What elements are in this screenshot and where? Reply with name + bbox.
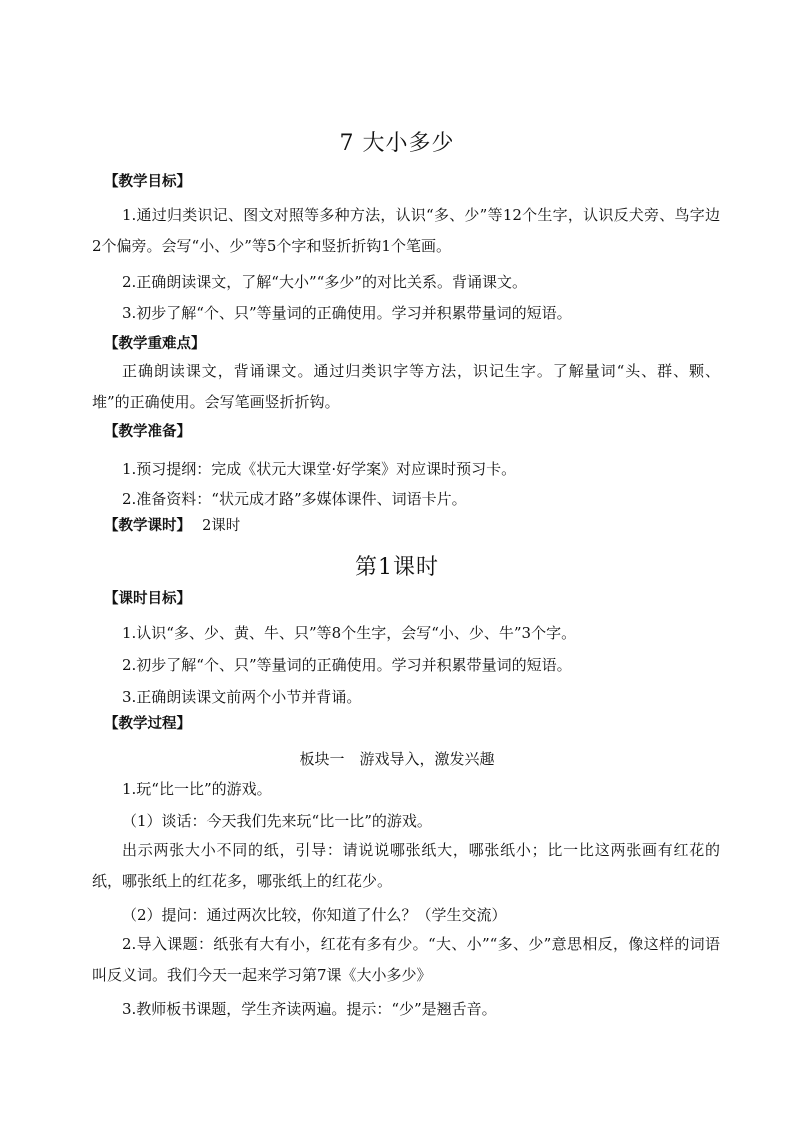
process-heading: 【教学过程】 <box>104 715 191 732</box>
lesson-title: 7 大小多少 <box>339 131 455 156</box>
hours-value: 2课时 <box>202 518 241 534</box>
prep-heading: 【教学准备】 <box>104 423 191 440</box>
step-3: 3.教师板书课题，学生齐读两遍。提示：“少”是翘舌音。 <box>122 1000 497 1018</box>
keypoints-text: 正确朗读课文，背诵课文。通过归类识字等方法，识记生字。了解量词“头、群、颗、堆”的正确使用。会写笔画竖折折钩。 <box>92 362 720 411</box>
lesson1-goal-1: 1.认识“多、少、黄、牛、只”等8个生字，会写“小、少、牛”3个字。 <box>122 624 577 642</box>
lesson1-title: 第1课时 <box>355 555 439 580</box>
step-1a: （1）谈话：今天我们先来玩“比一比”的游戏。 <box>122 812 432 830</box>
objective-1: 1.通过归类识记、图文对照等多种方法，认识“多、少”等12个生字，认识反犬旁、鸟字边2个偏旁。会写“小、少”等5个字和竖折折钩1个笔画。 <box>92 206 720 255</box>
hours-row <box>104 514 240 535</box>
objective-2: 2.正确朗读课文，了解“大小”“多少”的对比关系。背诵课文。 <box>122 273 527 291</box>
prep-item-2: 2.准备资料：“状元成才路”多媒体课件、词语卡片。 <box>122 490 467 508</box>
hours-heading: 【教学课时】 <box>104 517 191 534</box>
prep-item-1: 1.预习提纲：完成《状元大课堂·好学案》对应课时预习卡。 <box>122 460 517 478</box>
step-1b: 出示两张大小不同的纸，引导：请说说哪张纸大，哪张纸小；比一比这两张画有红花的纸，哪张纸上的红花多，哪张纸上的红花少。 <box>92 841 720 890</box>
objectives-heading: 【教学目标】 <box>104 173 191 190</box>
objective-3: 3.初步了解“个、只”等量词的正确使用。学习并积累带量词的短语。 <box>122 304 572 322</box>
lesson1-goal-2: 2.初步了解“个、只”等量词的正确使用。学习并积累带量词的短语。 <box>122 656 572 674</box>
lesson1-goal-3: 3.正确朗读课文前两个小节并背诵。 <box>122 688 362 706</box>
lesson1-goals-heading: 【课时目标】 <box>104 590 191 607</box>
step-2: 2.导入课题：纸张有大有小，红花有多有少。“大、小”“多、少”意思相反，像这样的词语叫反义词。我们今天一起来学习第7课《大小多少》 <box>92 935 720 984</box>
step-1: 1.玩“比一比”的游戏。 <box>122 780 272 798</box>
block1-title: 板块一 游戏导入，激发兴趣 <box>299 750 495 768</box>
keypoints-heading: 【教学重难点】 <box>104 335 206 352</box>
step-1c: （2）提问：通过两次比较，你知道了什么？（学生交流） <box>122 906 507 924</box>
